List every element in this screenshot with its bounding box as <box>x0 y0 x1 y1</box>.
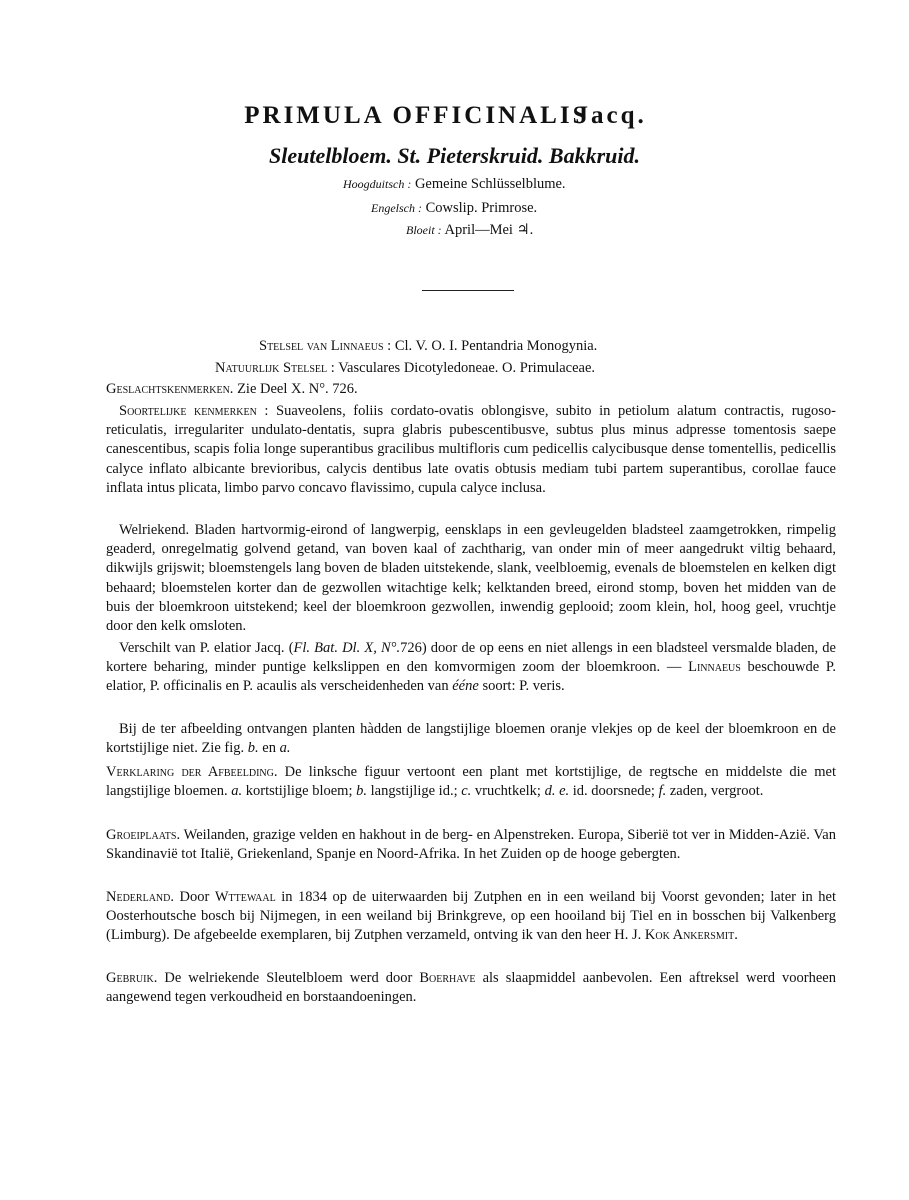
bloom-line <box>406 222 533 239</box>
fig-c: c. <box>461 783 472 800</box>
explanation-c: langstijlige id.; <box>366 783 462 800</box>
species-characters <box>106 402 836 498</box>
usage-text-a: De welriekende Sleutelbloem werd door <box>157 970 420 986</box>
explanation-e: id. doorsnede; <box>569 783 659 800</box>
explanation-key: Verklaring der Afbeelding. <box>106 764 278 780</box>
german-value: Gemeine Schlüsselblume. <box>414 176 566 192</box>
usage-text-b: als slaapmiddel aanbevolen. Een aftreksel werd voorheen aangewend tegen verkoudheid en borstaandoeningen. <box>106 970 836 1006</box>
habitat-text: Weilanden, grazige velden en hakhout in de berg- en Alpenstreken. Europa, Siberië tot ver in Midden-Azië. Van Skandinavië tot Italië, Griekenland, Spanje en Noord-Afrika. In het Zuiden op de hooge gebergten. <box>106 827 836 863</box>
explanation-b: kortstijlige bloem; <box>242 783 357 800</box>
diff-one: ééne <box>452 678 479 695</box>
netherlands-key: Nederland. <box>106 889 174 905</box>
fig-a: a. <box>231 783 243 800</box>
fig-f: f. <box>658 783 667 800</box>
figure-note <box>106 720 836 758</box>
natural-value: Vasculares Dicotyledoneae. O. Primulaceae. <box>338 360 596 376</box>
figure-note-c: en <box>258 740 280 757</box>
bloom-key: Bloeit : <box>406 223 442 237</box>
linnaeus-key: Stelsel van Linnaeus : <box>259 338 392 354</box>
explanation-a: De linksche figuur vertoont een plant met kortstijlige, de regtsche en middelste die met langstijlige bloemen. <box>106 764 837 800</box>
vernacular-names: Sleutelbloem. St. Pieterskruid. Bakkruid. <box>269 143 640 168</box>
english-value: Cowslip. Primrose. <box>425 200 538 216</box>
figure-note-b: b. <box>247 740 259 757</box>
title-block <box>0 102 909 130</box>
usage <box>106 969 836 1007</box>
netherlands-locations <box>106 888 836 946</box>
natural-system <box>215 360 595 377</box>
english-name-line <box>371 200 537 217</box>
diff-linnaeus: Linnaeus <box>688 659 741 676</box>
species-key: Soortelijke kenmerken : <box>119 403 269 419</box>
diff-text-a: Verschilt van P. elatior Jacq. ( <box>119 640 294 656</box>
explanation-d: vruchtkelk; <box>471 783 545 800</box>
english-key: Engelsch : <box>371 201 422 215</box>
fig-b: b. <box>356 783 367 800</box>
genus-key: Geslachtskenmerken. <box>106 381 234 397</box>
habitat-key: Groeiplaats. <box>106 827 181 843</box>
nl-wttewaal: Wttewaal <box>214 889 276 905</box>
diff-text-c: beschouwde P. elatior, P. officinalis en P. acaulis als verscheidenheden van <box>106 659 836 695</box>
genus-characters <box>106 381 358 398</box>
genus-value: Zie Deel X. N°. 726. <box>237 381 358 397</box>
figure-explanation <box>106 763 836 801</box>
fig-de: d. e. <box>544 783 570 800</box>
usage-key: Gebruik. <box>106 970 158 986</box>
nl-text-a: Door <box>173 889 215 905</box>
figure-note-d: a. <box>279 740 291 757</box>
dutch-description: Welriekend. Bladen hartvormig-eirond of langwerpig, eensklaps in een gevleugelden bladsteel zaamgetrokken, rimpelig geaderd, onregelmatig golvend getand, van boven kaal of zachtharig, van onder min of meer aangedrukt viltig behaard, dikwijls grijswit; bloemstengels lang boven de bladen uitstekende, slank, veelbloemig, evenals de bloemstelen en kelken digt behaard; bloemstelen korter dan de gezwollen witachtige kelk; kelktanden breed, eirond stomp, boven het midden van de buis der bloemkroon uitstekend; keel der bloemkroon gezwollen, inwendig geplooid; zoom klein, hol, hoog geel, vruchtje door den kelk omsloten. <box>106 522 836 635</box>
diff-text-d: soort: P. veris. <box>478 678 565 695</box>
species-author: Jacq. <box>575 102 647 129</box>
german-key: Hoogduitsch : <box>343 177 412 191</box>
bloom-value: April—Mei ♃. <box>444 222 534 238</box>
habitat <box>106 826 836 864</box>
linnaeus-value: Cl. V. O. I. Pentandria Monogynia. <box>394 338 598 354</box>
divider-rule <box>422 290 514 291</box>
diff-text-b: 726) door de op eens en niet allengs in een bladsteel versmalde bladen, de kortere beharing, minder puntige kelkslippen en den komvormigen zoom der bloemkroon. — <box>106 640 836 676</box>
species-title: PRIMULA OFFICINALIS <box>244 102 590 129</box>
german-name-line <box>343 176 566 193</box>
nl-text-b: in 1834 op de uiterwaarden bij Zutphen en in een weiland bij Voorst gevonden; later in het Oosterhoutsche bosch bij Nijmegen, in een weiland bij Brinkgreve, op een hooiland bij Tiel en in bosschen bij Valkenberg (Limburg). De afgebeelde exemplaren, bij Zutphen verzameld, ontving ik van den heer H. J. <box>106 889 836 944</box>
linnaeus-system <box>259 338 597 355</box>
usage-boerhave: Boerhave <box>419 970 476 986</box>
figure-note-a: Bij de ter afbeelding ontvangen planten hàdden de langstijlige bloemen oranje vlekjes op de keel der bloemkroon en de kortstijlige niet. Zie fig. <box>106 721 836 757</box>
nl-kok-ankersmit: Kok Ankersmit. <box>644 927 738 944</box>
diff-reference: Fl. Bat. Dl. X, N°. <box>293 640 401 656</box>
natural-key: Natuurlijk Stelsel : <box>215 360 335 376</box>
species-text: Suaveolens, foliis cordato-ovatis oblongisve, subito in petiolum alatum contractis, rugoso-reticulatis, irregulariter undulato-dentatis, supra glabris pubescentibusve, subtus plus minus adpresse tomentosis saepe canescentibus, scapis folia longe superantibus gracilibus multifloris cum pedicellis calycibusque dense tomentellis, pedicellis calyce inflato albicante brevioribus, calycis dentibus late ovatis obtusis mediam tubi partem superantibus, corollae fauce inflata intus plicata, limbo parvo concavo flavissimo, cupula calyce inclusa. <box>106 403 836 496</box>
difference-note <box>106 639 836 697</box>
explanation-f: zaden, vergroot. <box>666 783 764 800</box>
